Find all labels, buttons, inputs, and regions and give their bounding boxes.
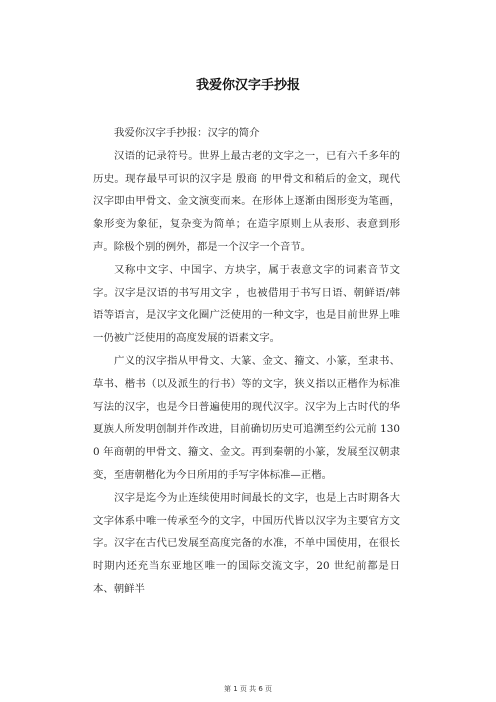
body-paragraph-3: 广义的汉字指从甲骨文、大篆、金文、籀文、小篆，至隶书、草书、楷书（以及派生的行书）等的文字，狭义指以正楷作为标准写法的汉字，也是今日普遍使用的现代汉字。汉字为上古时代的华夏族人所发明创制并作改进，目前确切历史可追溯至约公元前 1300 年商朝的甲骨文、籀文、金文。再到秦朝的小篆，发展至汉朝隶变，至唐朝楷化为今日所用的手写字体标准—正楷。	[93, 354, 400, 481]
document-title: 我爱你汉字手抄报	[195, 78, 300, 93]
body-paragraph-4: 汉字是迄今为止连续使用时间最长的文字，也是上古时期各大文字体系中唯一传承至今的文字，中国历代皆以汉字为主要官方文字。汉字在古代已发展至高度完备的水准，不单中国使用，在很长时期内还充当东亚地区唯一的国际交流文字，20 世纪前都是日本、朝鲜半	[93, 491, 400, 595]
body-paragraph-1: 汉语的记录符号。世界上最古老的文字之一，已有六千多年的历史。现存最早可识的汉字是 殷商 的甲骨文和稍后的金文，现代汉字即由甲骨文、金文演变而来。在形体上逐渐由图形变为笔画，象形变为象征，复杂变为简单；在造字原则上从表形、表意到形声。除极个别的例外，都是一个汉字一个音节。	[93, 149, 400, 253]
subtitle-paragraph: 我爱你汉字手抄报：汉字的简介	[114, 127, 260, 139]
document-body	[93, 122, 400, 601]
page-number: 第 1 页 共 6 页	[223, 685, 273, 693]
body-paragraph-2: 又称中文字、中国字、方块字，属于表意文字的词素音节文字。汉字是汉语的书写用文字 ，也被借用于书写日语、朝鲜语/韩语等语言，是汉字文化圈广泛使用的一种文字，也是目前世界上唯一仍被广泛使用的高度发展的语素文字。	[93, 263, 400, 345]
